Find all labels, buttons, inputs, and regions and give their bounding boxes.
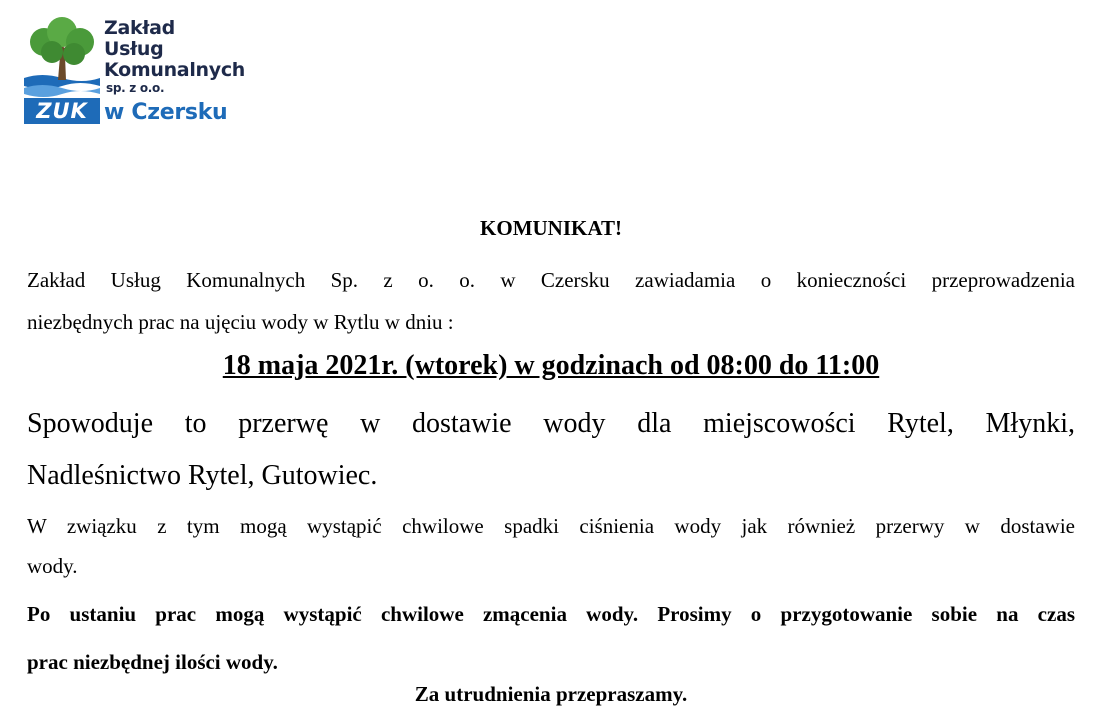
notice-title: KOMUNIKAT! bbox=[480, 216, 622, 240]
effect-line: Nadleśnictwo Rytel, Gutowiec. bbox=[27, 460, 378, 491]
effect-line: Spowoduje to przerwę w dostawie wody dla miejscowości Rytel, Młynki, bbox=[27, 408, 1075, 439]
intro-paragraph bbox=[27, 259, 1075, 343]
intro-line: Zakład Usług Komunalnych Sp. z o. o. w Czersku zawiadamia o konieczności przeprowadzenia bbox=[27, 268, 1075, 292]
logo-name-line: Usług bbox=[104, 38, 164, 60]
closing-text: Za utrudnienia przepraszamy. bbox=[414, 682, 688, 706]
company-logo bbox=[22, 16, 262, 128]
logo-legal-form: sp. z o.o. bbox=[106, 81, 165, 95]
effect-paragraph bbox=[27, 398, 1075, 502]
logo-name-line: Komunalnych bbox=[104, 59, 246, 81]
advice-line: prac niezbędnej ilości wody. bbox=[27, 650, 278, 674]
advice-paragraph bbox=[27, 590, 1075, 686]
logo-name-line: Zakład bbox=[104, 17, 175, 39]
date-text: 18 maja 2021r. (wtorek) w godzinach od 08:00 do 11:00 bbox=[222, 350, 880, 381]
date-heading bbox=[27, 346, 1075, 386]
logo-city: w Czersku bbox=[104, 100, 228, 125]
logo-abbreviation: ZUK bbox=[24, 98, 100, 124]
pressure-paragraph bbox=[27, 506, 1075, 586]
intro-line: niezbędnych prac na ujęciu wody w Rytlu w dniu : bbox=[27, 310, 454, 334]
pressure-line: wody. bbox=[27, 554, 78, 578]
pressure-line: W związku z tym mogą wystąpić chwilowe spadki ciśnienia wody jak również przerwy w dostawie bbox=[27, 514, 1075, 538]
advice-line: Po ustaniu prac mogą wystąpić chwilowe zmącenia wody. Prosimy o przygotowanie sobie na czas bbox=[27, 602, 1075, 626]
logo-company-name bbox=[104, 18, 245, 95]
